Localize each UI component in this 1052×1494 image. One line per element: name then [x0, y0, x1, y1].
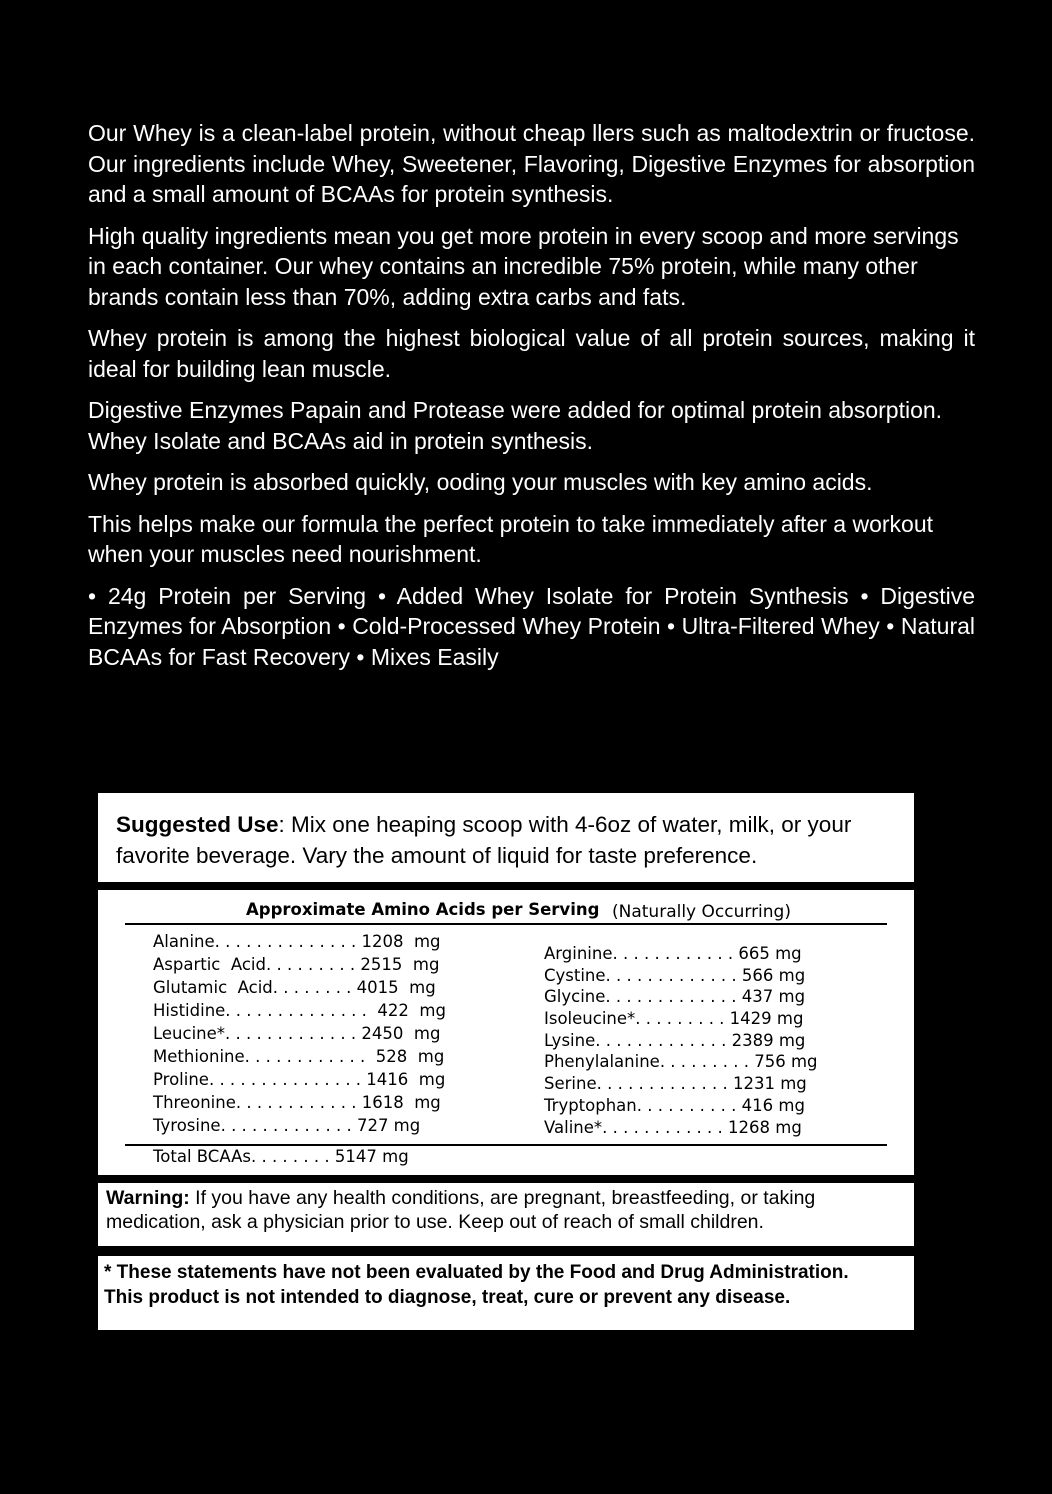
amino-row: Glutamic Acid. . . . . . . . 4015 mg [153, 978, 436, 997]
amino-acid-table [98, 890, 914, 1175]
warning-text: If you have any health conditions, are pregnant, breastfeeding, or taking medication, ask a physician prior to use. Keep out of reach of small children. [106, 1187, 816, 1233]
amino-row: Cystine. . . . . . . . . . . . . 566 mg [544, 965, 806, 985]
amino-row: Valine*. . . . . . . . . . . . 1268 mg [544, 1117, 802, 1137]
amino-row: Isoleucine*. . . . . . . . . 1429 mg [544, 1009, 804, 1029]
amino-row: Histidine. . . . . . . . . . . . . . 422 mg [153, 1001, 446, 1020]
amino-column-right [544, 943, 818, 1138]
suggested-use-text: : Mix one heaping scoop with 4-6oz of water, milk, or your favorite beverage. Vary the amount of liquid for taste preference. [116, 812, 852, 868]
divider [125, 923, 887, 925]
features-list: • 24g Protein per Serving • Added Whey Isolate for Protein Synthesis • Digestive Enzymes for Absorption • Cold-Processed Whey Protein • Ultra-Filtered Whey • Natural BCAAs for Fast Recovery • Mixes Easily [88, 582, 975, 670]
ingredients-paragraph: Our Whey is a clean-label protein, without cheap llers such as maltodextrin or fructose. Our ingredients include Whey, Sweetener, Flavoring, Digestive Enzymes for absorption and a small amount of BCAAs for protein synthesis. [88, 120, 975, 207]
absorption-paragraph: Whey protein is absorbed quickly, ooding your muscles with key amino acids. [88, 469, 873, 495]
amino-row: Glycine. . . . . . . . . . . . . 437 mg [544, 987, 806, 1007]
suggested-use-label: Suggested Use [116, 812, 279, 837]
warning-box [98, 1183, 914, 1246]
amino-row: Leucine*. . . . . . . . . . . . . 2450 mg [153, 1024, 441, 1043]
amino-row: Proline. . . . . . . . . . . . . . . 1416 mg [153, 1070, 446, 1089]
fda-disclaimer-box [98, 1256, 914, 1330]
suggested-use-box [98, 793, 914, 882]
quality-paragraph: High quality ingredients mean you get more protein in every scoop and more servings in each container. Our whey contains an incredible 75% protein, while many other brands contain less than 70%, adding extra carbs and fats. [88, 222, 959, 310]
amino-row: Tyrosine. . . . . . . . . . . . . 727 mg [153, 1116, 421, 1135]
amino-row: Threonine. . . . . . . . . . . . 1618 mg [153, 1093, 441, 1112]
post-workout-paragraph: This helps make our formula the perfect protein to take immediately after a workout when your muscles need nourishment. [88, 510, 934, 567]
amino-row: Phenylalanine. . . . . . . . . 756 mg [544, 1052, 818, 1072]
product-description [88, 118, 975, 683]
amino-row: Alanine. . . . . . . . . . . . . . 1208 mg [153, 932, 441, 951]
disclaimer-line-1: * These statements have not been evaluated by the Food and Drug Administration. [104, 1262, 849, 1283]
amino-row: Arginine. . . . . . . . . . . . 665 mg [544, 944, 802, 963]
amino-table-title: Approximate Amino Acids per Serving [246, 900, 600, 919]
divider [125, 1144, 887, 1146]
amino-row: Tryptophan. . . . . . . . . . 416 mg [544, 1095, 805, 1115]
amino-row: Serine. . . . . . . . . . . . . 1231 mg [544, 1074, 807, 1094]
amino-table-note: (Naturally Occurring) [612, 902, 791, 922]
warning-label: Warning: [106, 1187, 190, 1209]
amino-row: Lysine. . . . . . . . . . . . . 2389 mg [544, 1030, 806, 1050]
biological-value-paragraph: Whey protein is among the highest biological value of all protein sources, making it ideal for building lean muscle. [88, 325, 975, 382]
amino-row: Aspartic Acid. . . . . . . . . 2515 mg [153, 955, 440, 974]
total-bcaas: Total BCAAs. . . . . . . . 5147 mg [153, 1147, 409, 1166]
amino-column-left [153, 930, 446, 1137]
disclaimer-line-2: This product is not intended to diagnose, treat, cure or prevent any disease. [104, 1287, 791, 1308]
enzymes-paragraph: Digestive Enzymes Papain and Protease were added for optimal protein absorption. Whey Isolate and BCAAs aid in protein synthesis. [88, 397, 943, 454]
amino-row: Methionine. . . . . . . . . . . . 528 mg [153, 1047, 445, 1066]
